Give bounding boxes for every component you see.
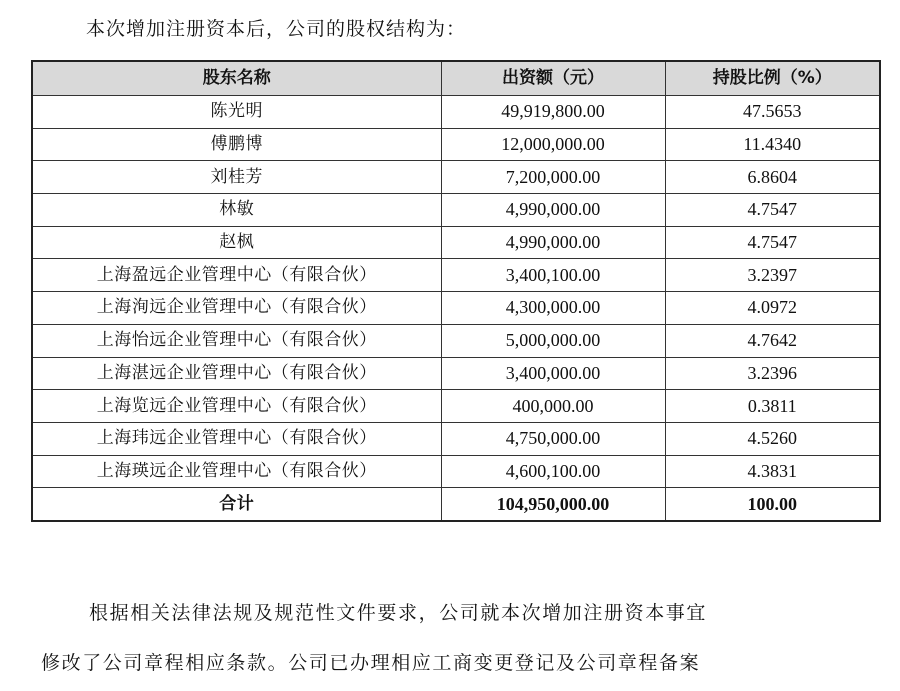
table-row xyxy=(32,96,880,129)
contribution-amount: 4,300,000.00 xyxy=(441,292,665,325)
contribution-amount: 7,200,000.00 xyxy=(441,161,665,194)
shareholder-name: 陈光明 xyxy=(32,96,441,129)
intro-text: 本次增加注册资本后，公司的股权结构为： xyxy=(86,18,467,40)
total-label: 合计 xyxy=(32,488,441,521)
shareholding-ratio: 4.7547 xyxy=(665,226,880,259)
total-amount: 104,950,000.00 xyxy=(441,488,665,521)
shareholder-name: 上海湛远企业管理中心（有限合伙） xyxy=(32,357,441,390)
shareholding-ratio: 4.7547 xyxy=(665,194,880,227)
body-paragraph-line-2: 修改了公司章程相应条款。公司已办理相应工商变更登记及公司章程备案 xyxy=(41,652,701,674)
table-total-row xyxy=(32,488,880,521)
contribution-amount: 4,750,000.00 xyxy=(441,422,665,455)
table-row xyxy=(32,128,880,161)
contribution-amount: 12,000,000.00 xyxy=(441,128,665,161)
header-shareholder-name: 股东名称 xyxy=(32,61,441,96)
table-header-row xyxy=(32,61,880,96)
shareholding-ratio: 47.5653 xyxy=(665,96,880,129)
table-row xyxy=(32,422,880,455)
shareholder-name: 林敏 xyxy=(32,194,441,227)
shareholder-name: 上海盈远企业管理中心（有限合伙） xyxy=(32,259,441,292)
table-row xyxy=(32,324,880,357)
body-paragraph-line-1: 根据相关法律法规及规范性文件要求，公司就本次增加注册资本事宜 xyxy=(89,602,708,624)
contribution-amount: 3,400,100.00 xyxy=(441,259,665,292)
shareholder-name: 上海怡远企业管理中心（有限合伙） xyxy=(32,324,441,357)
shareholding-ratio: 3.2396 xyxy=(665,357,880,390)
contribution-amount: 49,919,800.00 xyxy=(441,96,665,129)
contribution-amount: 5,000,000.00 xyxy=(441,324,665,357)
total-ratio: 100.00 xyxy=(665,488,880,521)
shareholding-ratio: 6.8604 xyxy=(665,161,880,194)
table-row xyxy=(32,259,880,292)
contribution-amount: 4,990,000.00 xyxy=(441,194,665,227)
shareholder-name: 上海览远企业管理中心（有限合伙） xyxy=(32,390,441,423)
shareholder-name: 刘桂芳 xyxy=(32,161,441,194)
shareholding-ratio: 4.3831 xyxy=(665,455,880,488)
shareholder-name: 上海瑛远企业管理中心（有限合伙） xyxy=(32,455,441,488)
shareholder-name: 傅鹏博 xyxy=(32,128,441,161)
contribution-amount: 3,400,000.00 xyxy=(441,357,665,390)
shareholding-ratio: 0.3811 xyxy=(665,390,880,423)
contribution-amount: 4,600,100.00 xyxy=(441,455,665,488)
table-row xyxy=(32,161,880,194)
shareholding-ratio: 4.7642 xyxy=(665,324,880,357)
table-row xyxy=(32,357,880,390)
shareholder-name: 上海玮远企业管理中心（有限合伙） xyxy=(32,422,441,455)
header-shareholding-ratio: 持股比例（%） xyxy=(665,61,880,96)
table-row xyxy=(32,194,880,227)
header-contribution-amount: 出资额（元） xyxy=(441,61,665,96)
shareholder-name: 上海洵远企业管理中心（有限合伙） xyxy=(32,292,441,325)
table-row xyxy=(32,226,880,259)
shareholder-name: 赵枫 xyxy=(32,226,441,259)
shareholding-ratio: 4.5260 xyxy=(665,422,880,455)
table-row xyxy=(32,292,880,325)
table-row xyxy=(32,455,880,488)
table-row xyxy=(32,390,880,423)
shareholding-ratio: 4.0972 xyxy=(665,292,880,325)
contribution-amount: 4,990,000.00 xyxy=(441,226,665,259)
contribution-amount: 400,000.00 xyxy=(441,390,665,423)
shareholding-ratio: 3.2397 xyxy=(665,259,880,292)
shareholding-ratio: 11.4340 xyxy=(665,128,880,161)
equity-structure-table xyxy=(31,60,881,522)
